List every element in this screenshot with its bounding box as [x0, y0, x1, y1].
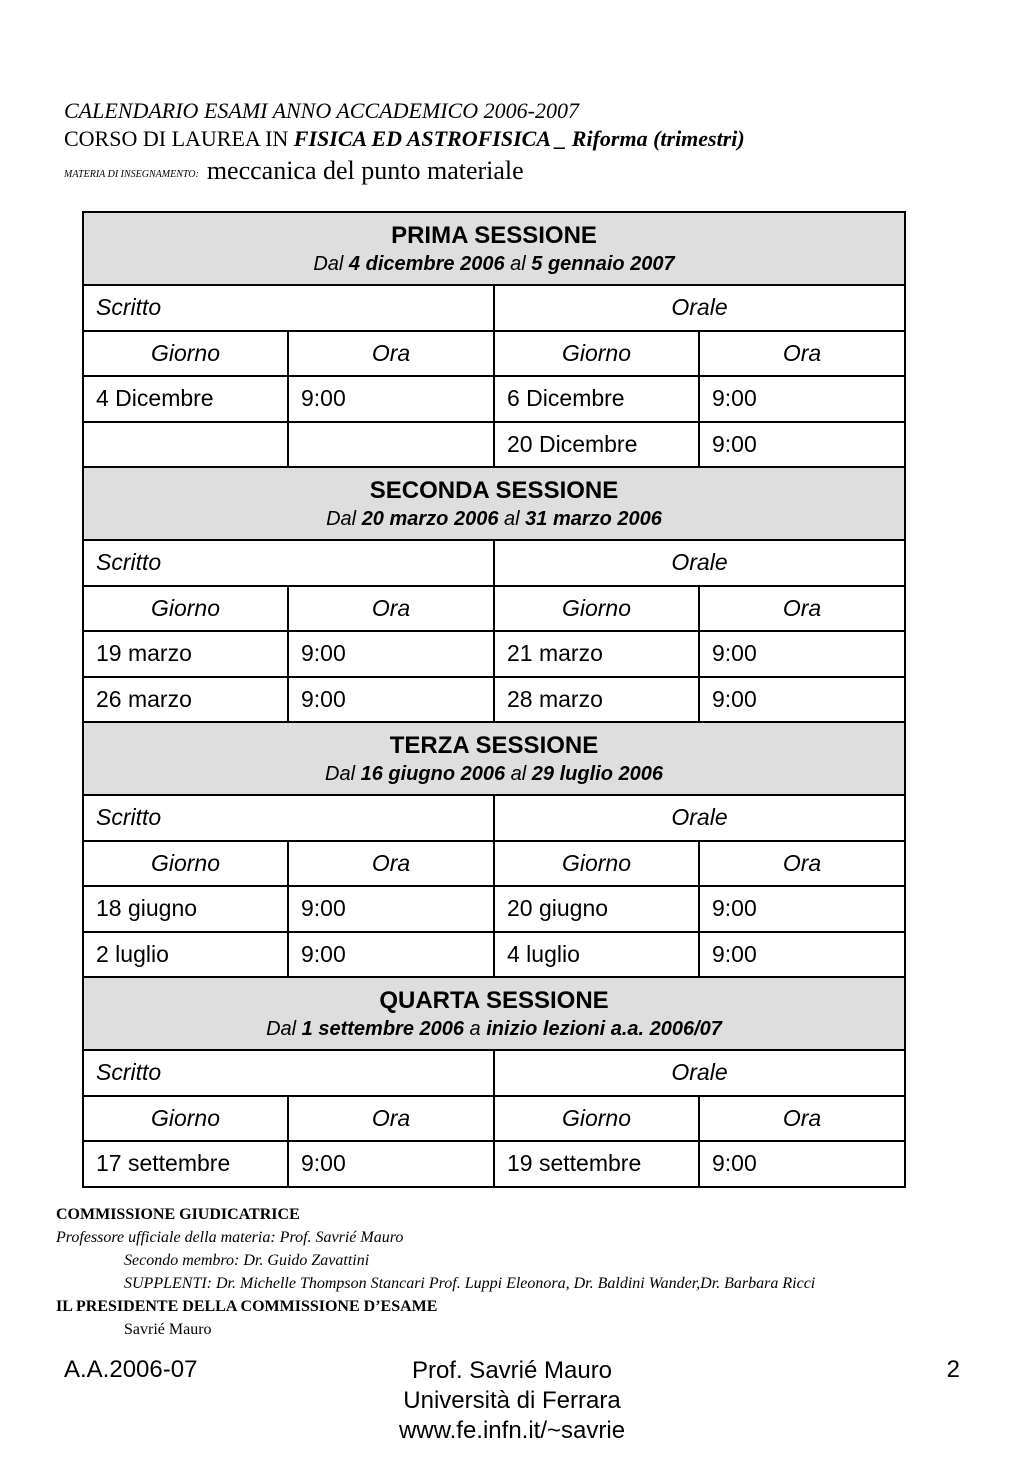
- written-day: [83, 422, 288, 468]
- oral-day: 4 luglio: [494, 932, 699, 978]
- written-time: 9:00: [288, 677, 494, 723]
- oral-day: 28 marzo: [494, 677, 699, 723]
- session-range-b1: 1 settembre 2006: [301, 1017, 464, 1040]
- oral-time-header: Ora: [699, 331, 905, 377]
- exam-type-row: [83, 540, 905, 586]
- written-time-header: Ora: [288, 331, 494, 377]
- session-date-range: [84, 251, 904, 277]
- president-name: Savrié Mauro: [124, 1321, 212, 1338]
- exam-date-row: [83, 422, 905, 468]
- oral-day-header: Giorno: [494, 841, 699, 887]
- oral-label: Orale: [494, 540, 905, 586]
- written-day: 17 settembre: [83, 1141, 288, 1187]
- exam-type-row: [83, 285, 905, 331]
- session-date-range: [84, 761, 904, 787]
- written-day: 2 luglio: [83, 932, 288, 978]
- exam-date-row: [83, 932, 905, 978]
- oral-time-header: Ora: [699, 1096, 905, 1142]
- session-header-row: [83, 722, 905, 795]
- session-date-range: [84, 1016, 904, 1042]
- oral-time: 9:00: [699, 677, 905, 723]
- session-range-p2: al: [504, 252, 532, 275]
- oral-time-header: Ora: [699, 841, 905, 887]
- commission-heading: COMMISSIONE GIUDICATRICE: [56, 1206, 300, 1223]
- written-label: Scritto: [83, 285, 494, 331]
- session-range-p1: Dal: [325, 762, 361, 785]
- session-title: QUARTA SESSIONE: [379, 986, 609, 1014]
- written-time: [288, 422, 494, 468]
- exam-calendar-table: [82, 211, 906, 1188]
- column-header-row: [83, 331, 905, 377]
- course-prefix: CORSO DI LAUREA IN: [64, 126, 294, 151]
- session-range-b1: 20 marzo 2006: [361, 507, 499, 530]
- commission-professor: Professore ufficiale della materia: Prof. Savrié Mauro: [56, 1229, 404, 1246]
- commission-second-member: Secondo membro: Dr. Guido Zavattini: [124, 1252, 370, 1269]
- session-range-p2: a: [464, 1017, 487, 1040]
- written-day-header: Giorno: [83, 841, 288, 887]
- session-title: SECONDA SESSIONE: [369, 476, 619, 504]
- written-time: 9:00: [288, 376, 494, 422]
- session-header-row: [83, 977, 905, 1050]
- course-name: FISICA ED ASTROFISICA _ Riforma (trimestri): [293, 126, 745, 151]
- session-header: [83, 977, 905, 1050]
- oral-day-header: Giorno: [494, 331, 699, 377]
- oral-label: Orale: [494, 1050, 905, 1096]
- written-label: Scritto: [83, 540, 494, 586]
- page-number: 2: [946, 1356, 960, 1383]
- footer-university: Università di Ferrara: [403, 1387, 621, 1414]
- written-label: Scritto: [83, 795, 494, 841]
- written-time: 9:00: [288, 1141, 494, 1187]
- president-heading: IL PRESIDENTE DELLA COMMISSIONE D’ESAME: [56, 1298, 438, 1315]
- session-range-b2: 5 gennaio 2007: [531, 252, 675, 275]
- page-footer: [0, 1356, 1024, 1451]
- written-day-header: Giorno: [83, 586, 288, 632]
- oral-day: 21 marzo: [494, 631, 699, 677]
- document-header: [64, 97, 964, 193]
- written-time: 9:00: [288, 886, 494, 932]
- footer-author: [312, 1356, 712, 1446]
- session-range-b2: 31 marzo 2006: [525, 507, 662, 530]
- course-title: [64, 125, 964, 153]
- column-header-row: [83, 1096, 905, 1142]
- session-title: TERZA SESSIONE: [389, 731, 599, 759]
- column-header-row: [83, 586, 905, 632]
- session-header: [83, 467, 905, 540]
- exam-type-row: [83, 1050, 905, 1096]
- exam-date-row: [83, 631, 905, 677]
- calendar-title: CALENDARIO ESAMI ANNO ACCADEMICO 2006-2007: [64, 98, 579, 123]
- oral-day: 20 Dicembre: [494, 422, 699, 468]
- written-time-header: Ora: [288, 586, 494, 632]
- footer-website: www.fe.infn.it/~savrie: [398, 1417, 626, 1444]
- subject-value: meccanica del punto materiale: [206, 156, 524, 185]
- exam-date-row: [83, 677, 905, 723]
- written-day: 4 Dicembre: [83, 376, 288, 422]
- column-header-row: [83, 841, 905, 887]
- oral-label: Orale: [494, 795, 905, 841]
- session-range-b1: 4 dicembre 2006: [348, 252, 505, 275]
- oral-time: 9:00: [699, 422, 905, 468]
- subject-line: [64, 153, 964, 193]
- commission-substitutes: SUPPLENTI: Dr. Michelle Thompson Stancari Prof. Luppi Eleonora, Dr. Baldini Wander,Dr. Barbara Ricci: [124, 1275, 816, 1292]
- session-range-p1: Dal: [313, 252, 349, 275]
- session-range-p2: al: [505, 762, 532, 785]
- oral-label: Orale: [494, 285, 905, 331]
- session-date-range: [84, 506, 904, 532]
- written-day: 19 marzo: [83, 631, 288, 677]
- session-range-p1: Dal: [266, 1017, 302, 1040]
- written-time: 9:00: [288, 631, 494, 677]
- oral-time: 9:00: [699, 376, 905, 422]
- session-range-b1: 16 giugno 2006: [360, 762, 506, 785]
- oral-day: 20 giugno: [494, 886, 699, 932]
- footer-author-name: Prof. Savrié Mauro: [411, 1357, 613, 1384]
- session-title: PRIMA SESSIONE: [391, 221, 597, 249]
- oral-day: 6 Dicembre: [494, 376, 699, 422]
- session-header: [83, 722, 905, 795]
- written-day-header: Giorno: [83, 1096, 288, 1142]
- oral-time: 9:00: [699, 631, 905, 677]
- session-range-b2: 29 luglio 2006: [531, 762, 663, 785]
- exam-date-row: [83, 376, 905, 422]
- exam-date-row: [83, 1141, 905, 1187]
- oral-time: 9:00: [699, 1141, 905, 1187]
- written-day-header: Giorno: [83, 331, 288, 377]
- written-time: 9:00: [288, 932, 494, 978]
- session-header-row: [83, 212, 905, 285]
- exam-date-row: [83, 886, 905, 932]
- written-label: Scritto: [83, 1050, 494, 1096]
- session-header-row: [83, 467, 905, 540]
- written-day: 26 marzo: [83, 677, 288, 723]
- oral-day-header: Giorno: [494, 586, 699, 632]
- written-time-header: Ora: [288, 841, 494, 887]
- session-range-b2: inizio lezioni a.a. 2006/07: [486, 1017, 722, 1040]
- session-header: [83, 212, 905, 285]
- exam-type-row: [83, 795, 905, 841]
- oral-day-header: Giorno: [494, 1096, 699, 1142]
- commission-block: [56, 1203, 1016, 1341]
- subject-label: MATERIA DI INSEGNAMENTO:: [64, 169, 199, 180]
- session-range-p2: al: [498, 507, 526, 530]
- session-range-p1: Dal: [326, 507, 362, 530]
- footer-academic-year: A.A.2006-07: [64, 1356, 198, 1383]
- written-time-header: Ora: [288, 1096, 494, 1142]
- oral-time-header: Ora: [699, 586, 905, 632]
- oral-time: 9:00: [699, 886, 905, 932]
- written-day: 18 giugno: [83, 886, 288, 932]
- oral-time: 9:00: [699, 932, 905, 978]
- oral-day: 19 settembre: [494, 1141, 699, 1187]
